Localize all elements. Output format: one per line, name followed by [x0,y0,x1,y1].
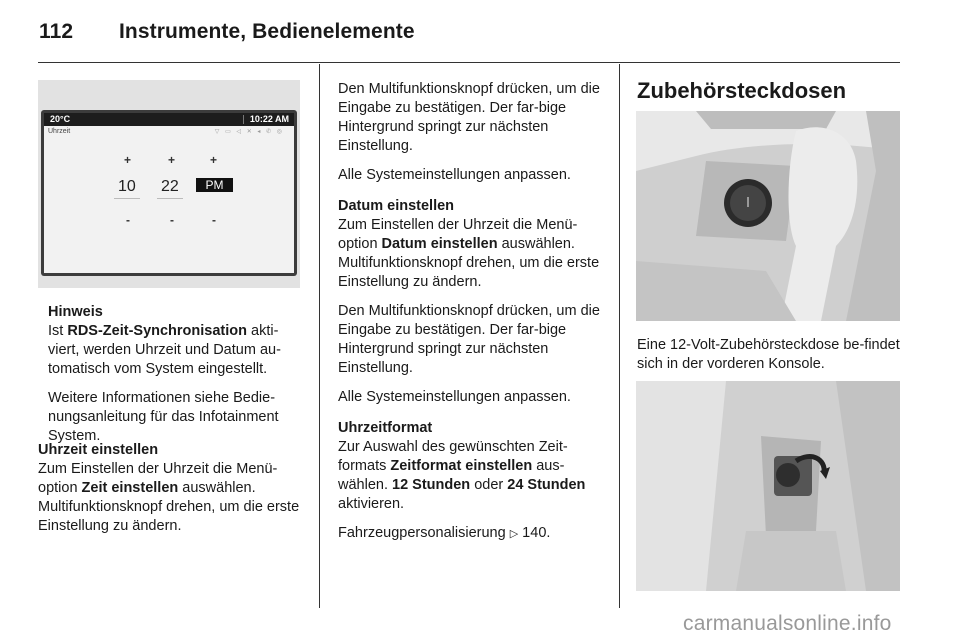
page-header [39,20,415,44]
middle-column [338,80,608,554]
section-paragraph-time: Zum Einstellen der Uhrzeit die Menü-option Zeit einstellen auswählen. Multifunktionsknopf drehen, um die erste Einstellung zu ändern. [38,461,300,534]
hour-plus-button[interactable]: + [124,153,132,167]
console-photo [636,111,900,321]
status-icons: ▽ ▭ ◁ ✕ ◂ ✆ ◎ [214,129,284,135]
note-paragraph-2: Weitere Informationen siehe Bedie-nungsanleitung für das Infotainment System. [48,390,279,444]
clock: 10:22 AM [249,114,289,124]
watermark: carmanualsonline.info [683,612,892,635]
ampm-value: PM [196,178,233,192]
reference-line: Fahrzeugpersonalisierung ▷ 140. [338,525,551,541]
minute-plus-button[interactable]: + [168,153,176,167]
minute-minus-button[interactable]: - [170,213,174,227]
infotainment-screen [41,110,297,276]
page-number: 112 [39,20,74,43]
header-rule [38,62,900,63]
note-box [48,303,304,456]
screen-subtitle: Uhrzeit [48,128,71,135]
section-time [38,441,308,546]
page-reference-arrow-icon: ▷ [509,528,519,540]
infotainment-figure [38,80,300,288]
mid-paragraph-1: Den Multifunktionsknopf drücken, um die Eingabe zu bestätigen. Der far-bige Hintergrund springt zur nächsten Einstellung. [338,81,600,154]
mid-paragraph-4: Alle Systemeinstellungen anpassen. [338,389,571,405]
column-divider-1 [319,64,320,608]
hour-value: 10 [118,178,136,195]
heading-datum: Datum einstellen [338,198,455,214]
ampm-minus-button[interactable]: - [212,213,216,227]
note-paragraph-1: Ist RDS-Zeit-Synchronisation akti-viert, werden Uhrzeit und Datum au-tomatisch vom System eingestellt. [48,323,281,377]
socket-photo [636,381,900,591]
page-title: Instrumente, Bedienelemente [119,20,415,43]
heading-format: Uhrzeitformat [338,420,433,436]
minute-value: 22 [161,178,179,195]
column-divider-2 [619,64,620,608]
temperature: 20°C [50,114,71,124]
mid-paragraph-3: Den Multifunktionsknopf drücken, um die Eingabe zu bestätigen. Der far-bige Hintergrund springt zur nächsten Einstellung. [338,303,600,376]
section-heading-time: Uhrzeit einstellen [38,442,159,458]
note-heading: Hinweis [48,304,103,320]
hour-minus-button[interactable]: - [126,213,130,227]
ampm-plus-button[interactable]: + [210,153,218,167]
status-bar [44,113,294,126]
socket-caption: Eine 12-Volt-Zubehörsteckdose be-findet sich in der vorderen Konsole. [637,337,900,372]
format-paragraph: Zur Auswahl des gewünschten Zeit-formats Zeitformat einstellen aus-wählen. 12 Stunden oder 24 Stunden aktivieren. [338,439,586,512]
datum-paragraph: Zum Einstellen der Uhrzeit die Menü-option Datum einstellen auswählen. Multifunktionsknopf drehen, um die erste Einstellung zu ändern. [338,217,600,290]
section-title-sockets: Zubehörsteckdosen [637,78,847,103]
mid-paragraph-2: Alle Systemeinstellungen anpassen. [338,167,571,183]
